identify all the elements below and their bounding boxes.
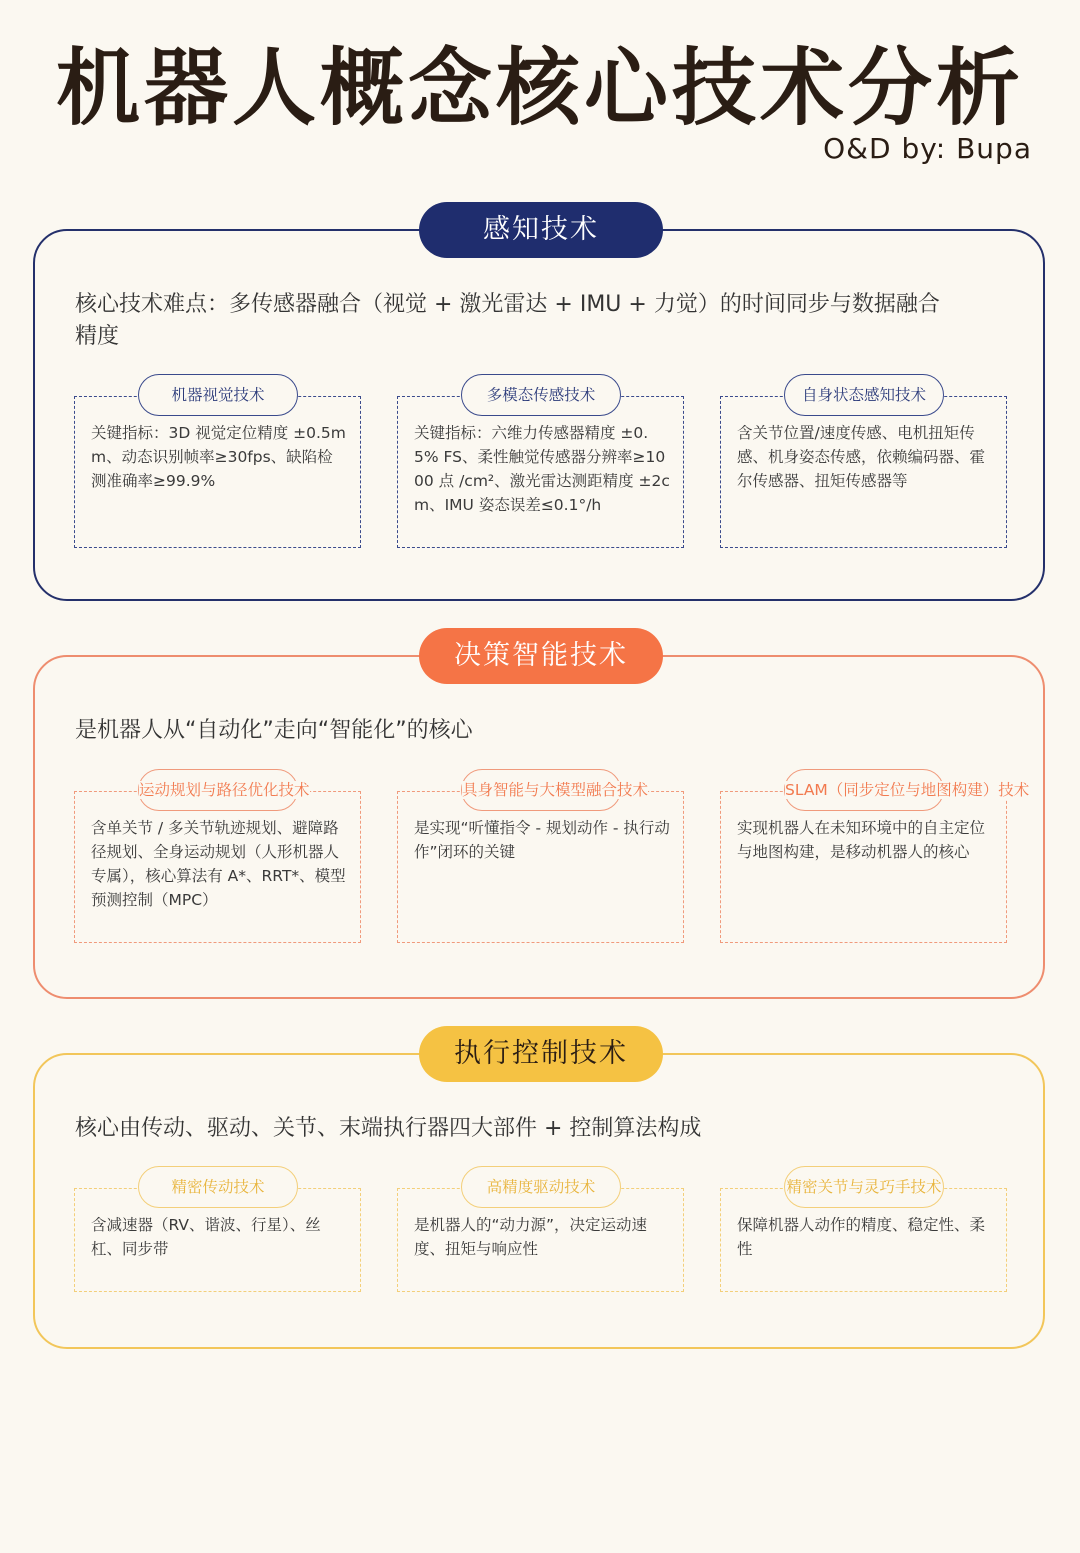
section-desc-execution: 核心由传动、驱动、关节、末端执行器四大部件 + 控制算法构成 [75,1116,702,1141]
card-title [461,769,649,811]
card-slam [720,781,1030,943]
section-title-decision: 决策智能技术 [419,628,663,684]
card-motion-planning [74,781,361,943]
card-title-text: 具身智能与大模型融合技术 [462,781,649,799]
section-desc-perception: 核心技术难点：多传感器融合（视觉 + 激光雷达 + IMU + 力觉）的时间同步与数据融合精度 [75,292,940,349]
section-title-perception: 感知技术 [419,202,663,258]
card-title-text: SLAM（同步定位与地图构建）技术 [785,781,1030,799]
card-title: 高精度驱动技术 [461,1166,621,1208]
card-joint-dexterous-hand [720,1178,1007,1292]
section-desc-decision: 是机器人从“自动化”走向“智能化”的核心 [75,718,473,743]
card-multimodal-sensing [397,386,684,548]
section-perception [33,214,1045,601]
page-title: 机器人概念核心技术分析 [55,39,1024,137]
card-text: 含减速器（RV、谐波、行星）、丝杠、同步带 [91,1216,321,1258]
section-decision [33,640,1045,999]
card-text: 是机器人的“动力源”，决定运动速度、扭矩与响应性 [414,1216,648,1258]
card-text: 含关节位置/速度传感、电机扭矩传感、机身姿态传感，依赖编码器、霍尔传感器、扭矩传感器等 [737,424,986,490]
card-precision-transmission [74,1178,361,1292]
card-title: 机器视觉技术 [138,374,298,416]
card-machine-vision [74,386,361,548]
card-title: 自身状态感知技术 [784,374,944,416]
card-title: 多模态传感技术 [461,374,621,416]
section-execution [33,1038,1045,1349]
card-text: 关键指标：六维力传感器精度 ±0.5% FS、柔性触觉传感器分辨率≥1000 点 /cm²、激光雷达测距精度 ±2cm、IMU 姿态误差≤0.1°/h [414,424,670,514]
card-embodied-ai [397,781,684,943]
card-title: 精密关节与灵巧手技术 [784,1166,944,1208]
card-title-text: 运动规划与路径优化技术 [139,781,310,799]
card-text: 含单关节 / 多关节轨迹规划、避障路径规划、全身运动规划（人形机器人专属），核心算法有 A*、RRT*、模型预测控制（MPC） [91,819,346,909]
card-precision-drive [397,1178,684,1292]
card-title [784,769,1030,811]
card-text: 关键指标：3D 视觉定位精度 ±0.5mm、动态识别帧率≥30fps、缺陷检测准确率≥99.9% [91,424,346,490]
card-title: 精密传动技术 [138,1166,298,1208]
author-credit: O&D by: Bupa [823,132,1032,165]
card-text: 保障机器人动作的精度、稳定性、柔性 [737,1216,986,1258]
card-title [138,769,310,811]
card-text: 实现机器人在未知环境中的自主定位与地图构建，是移动机器人的核心 [737,819,986,861]
card-text: 是实现“听懂指令 - 规划动作 - 执行动作”闭环的关键 [414,819,670,861]
section-title-execution: 执行控制技术 [419,1026,663,1082]
card-self-state-sensing [720,386,1007,548]
